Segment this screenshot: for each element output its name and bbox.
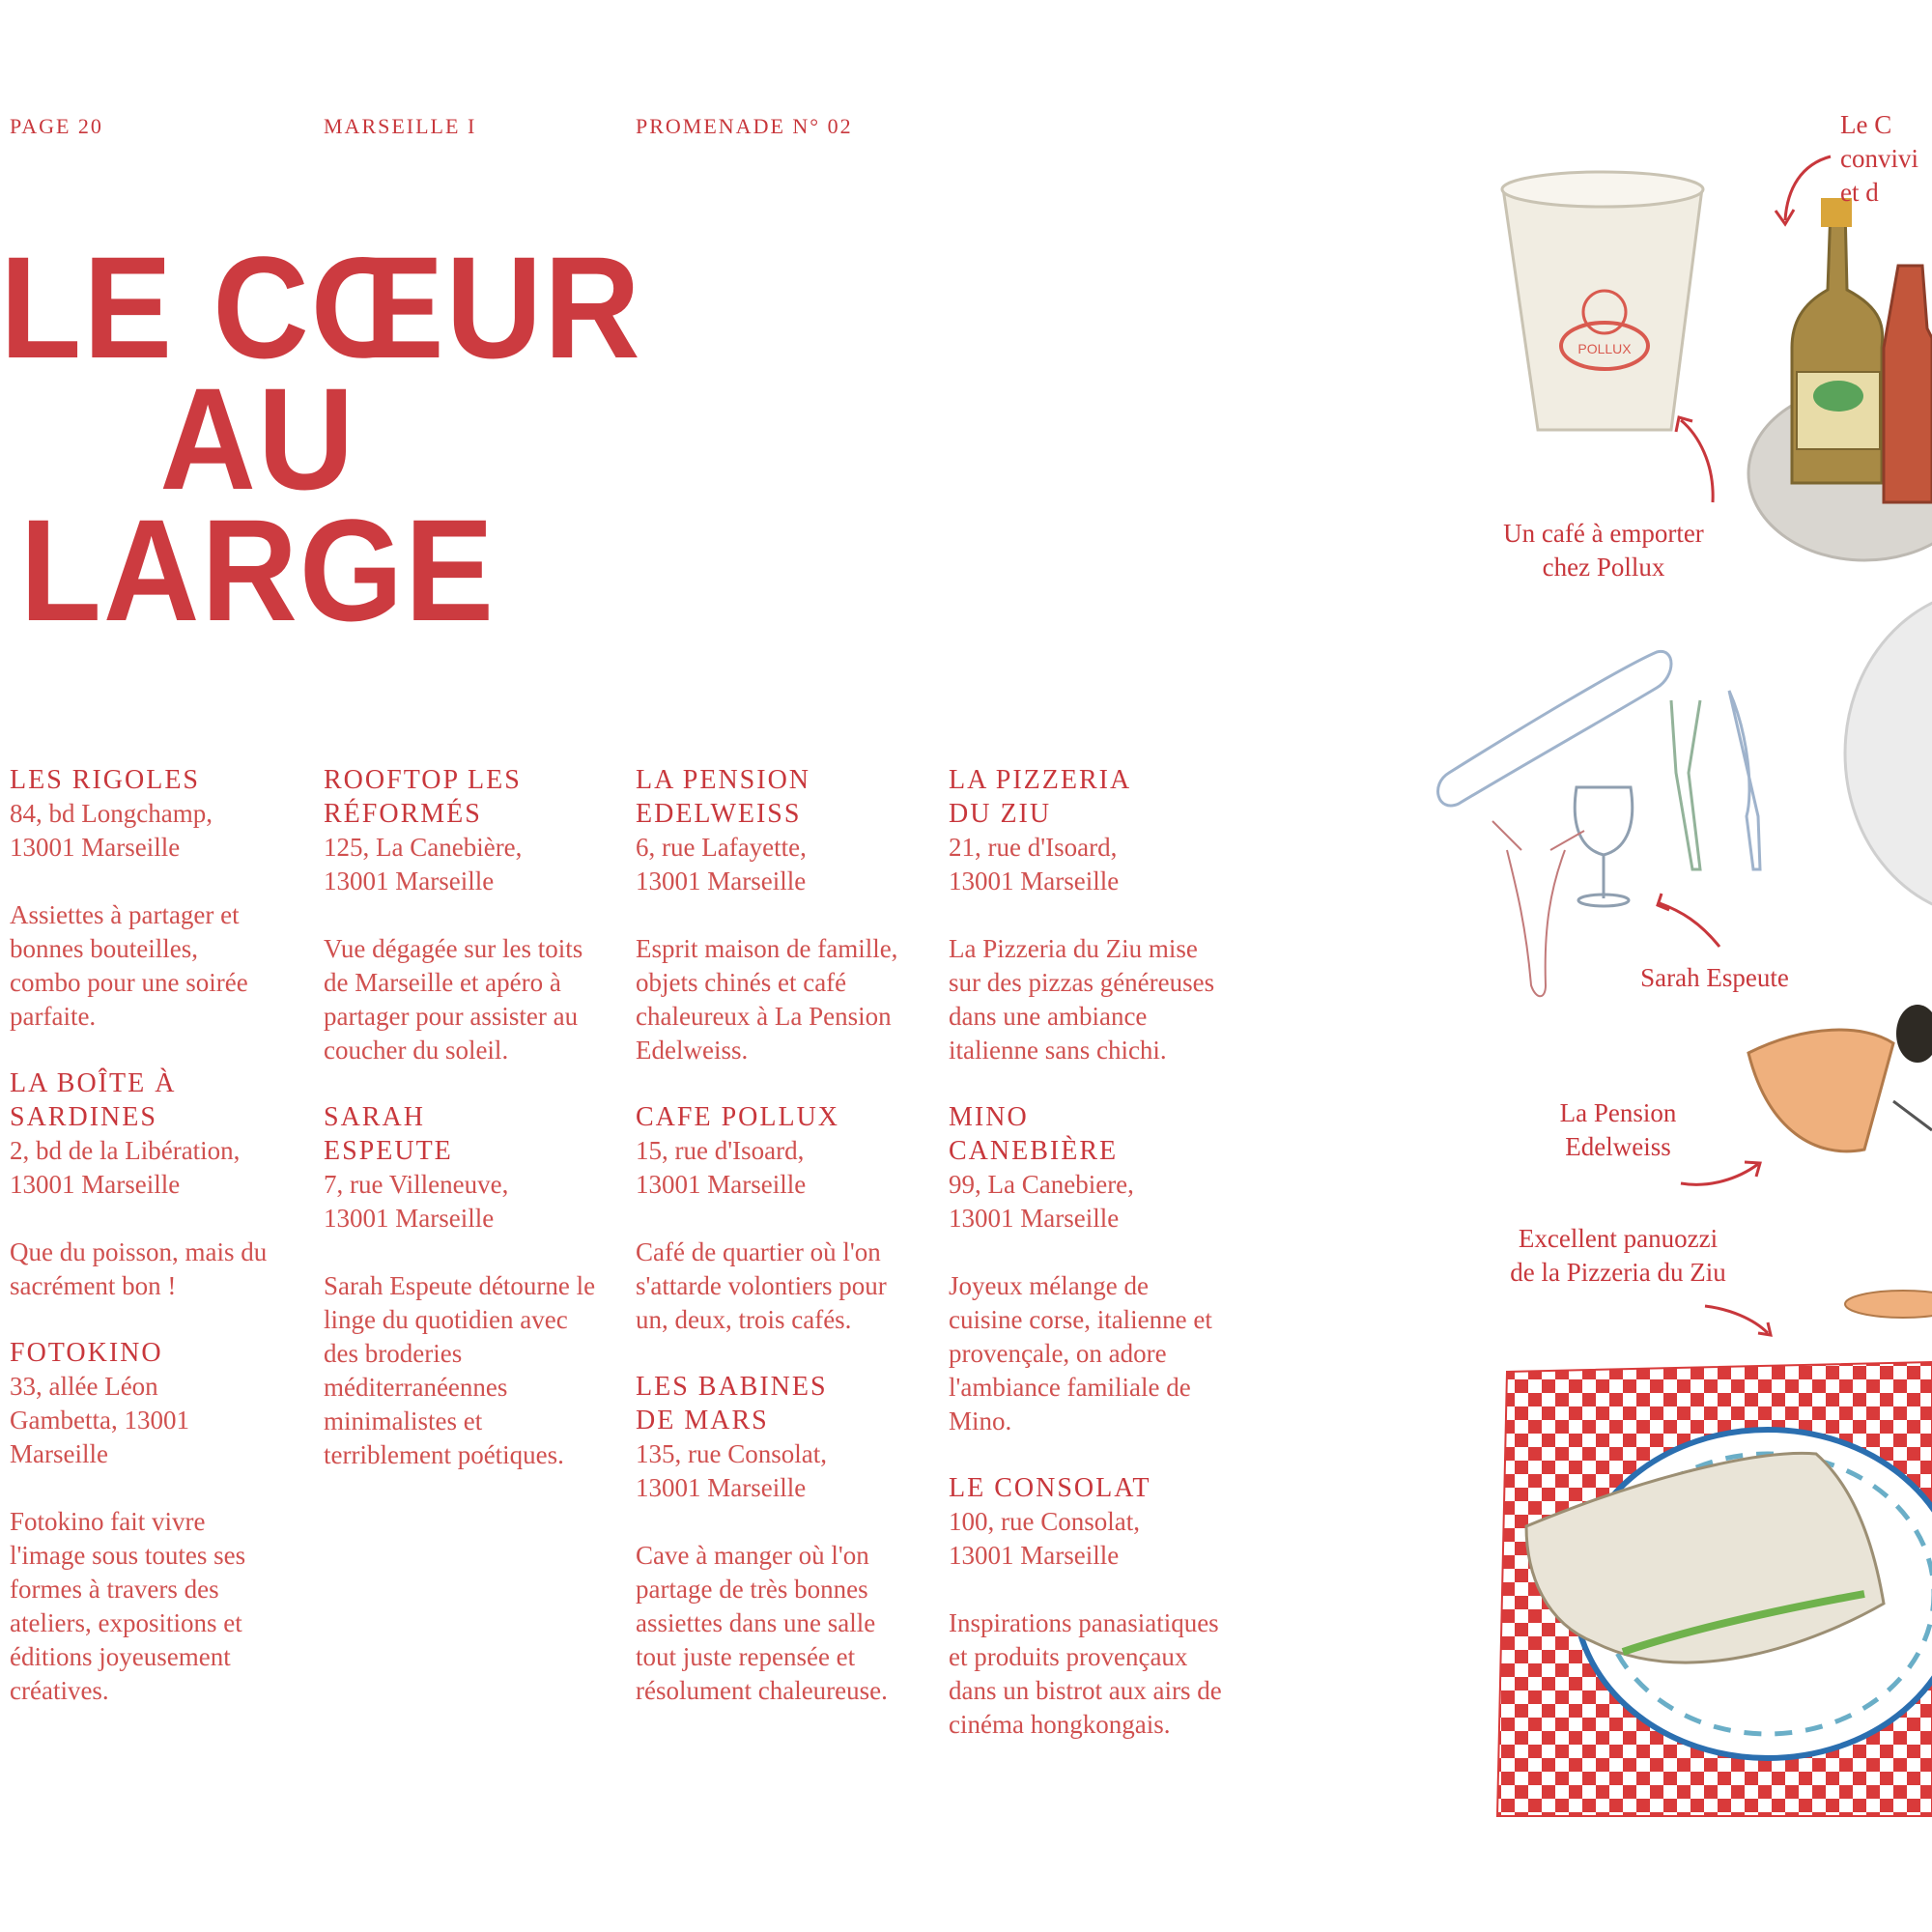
caption-pollux-line-1: Un café à emporter	[1503, 519, 1704, 548]
venue-description: Café de quartier où l'on s'attarde volontiers pour un, deux, trois cafés.	[636, 1237, 887, 1334]
venue-name: LA PIZZERIA DU ZIU	[949, 765, 1130, 829]
caption-ziu-line-2: de la Pizzeria du Ziu	[1510, 1258, 1726, 1287]
venue-name: MINO CANEBIÈRE	[949, 1102, 1119, 1166]
venue-name: SARAH ESPEUTE	[324, 1102, 453, 1166]
venue-address: 21, rue d'Isoard, 13001 Marseille	[949, 833, 1120, 895]
venue-address: 99, La Canebiere, 13001 Marseille	[949, 1170, 1134, 1233]
venue-description: Joyeux mélange de cuisine corse, italienne et provençale, on adore l'ambiance familiale de Mino.	[949, 1271, 1212, 1435]
venue-address: 6, rue Lafayette, 13001 Marseille	[636, 833, 807, 895]
wine-glass-icon	[1575, 787, 1632, 906]
venue-name: LES BABINES DE MARS	[636, 1372, 828, 1435]
caption-cut-line-1: Le C	[1840, 110, 1892, 139]
caption-cut-line-3: et d	[1840, 178, 1879, 207]
venue-description: Que du poisson, mais du sacrément bon !	[10, 1237, 268, 1300]
page-number: PAGE 20	[10, 114, 103, 138]
plate-icon	[1845, 589, 1932, 918]
venue-description: La Pizzeria du Ziu mise sur des pizzas généreuses dans une ambiance italienne sans chichi.	[949, 934, 1215, 1065]
venue-name: LE CONSOLAT	[949, 1473, 1151, 1503]
caption-pension-line-2: Edelweiss	[1565, 1132, 1671, 1161]
venue-description: Assiettes à partager et bonnes bouteilles, combo pour une soirée parfaite.	[10, 900, 248, 1031]
bottles-icon	[1748, 198, 1932, 560]
cutlery-icon	[1671, 691, 1760, 869]
caption-cut-line-2: convivi	[1840, 144, 1918, 173]
caption-pollux	[1478, 517, 1729, 584]
venue-name: FOTOKINO	[10, 1338, 163, 1368]
lobster-icon	[1492, 821, 1584, 996]
venue-address: 15, rue d'Isoard, 13001 Marseille	[636, 1136, 807, 1199]
baguette-icon	[1438, 651, 1671, 806]
walk-label: PROMENADE N° 02	[636, 114, 853, 138]
arrow-icon	[1681, 420, 1713, 502]
arrow-icon	[1705, 1306, 1768, 1333]
venue-description: Esprit maison de famille, objets chinés et café chaleureux à La Pension Edelweiss.	[636, 934, 898, 1065]
caption-cut	[1840, 108, 1918, 210]
caption-ziu-line-1: Excellent panuozzi	[1518, 1224, 1719, 1253]
caption-sarah: Sarah Espeute	[1640, 963, 1789, 992]
venue-address: 84, bd Longchamp, 13001 Marseille	[10, 799, 213, 862]
venue-address: 125, La Canebière, 13001 Marseille	[324, 833, 523, 895]
venue-description: Vue dégagée sur les toits de Marseille et apéro à partager pour assister au coucher du soleil.	[324, 934, 583, 1065]
venue-address: 7, rue Villeneuve, 13001 Marseille	[324, 1170, 509, 1233]
venue-name: LA BOÎTE À SARDINES	[10, 1068, 177, 1132]
caption-pension-line-1: La Pension	[1559, 1098, 1677, 1127]
arrow-icon	[1681, 1164, 1758, 1184]
venue-address: 33, allée Léon Gambetta, 13001 Marseille	[10, 1372, 189, 1468]
caption-pollux-line-2: chez Pollux	[1542, 553, 1665, 582]
tablecloth-sandwich-icon	[1497, 1362, 1932, 1816]
title-line-3: LARGE	[19, 489, 496, 651]
venue-address: 100, rue Consolat, 13001 Marseille	[949, 1507, 1140, 1570]
venue-name: LES RIGOLES	[10, 765, 200, 795]
venue-address: 135, rue Consolat, 13001 Marseille	[636, 1439, 827, 1502]
venue-name: ROOFTOP LES RÉFORMÉS	[324, 765, 522, 829]
lamp-icon	[1748, 1005, 1932, 1151]
venue-address: 2, bd de la Libération, 13001 Marseille	[10, 1136, 241, 1199]
title-line-1: LE CŒUR	[0, 226, 642, 388]
cup-logo: POLLUX	[1577, 341, 1632, 356]
caption-ziu	[1483, 1222, 1753, 1290]
caption-pension	[1526, 1096, 1710, 1164]
coffee-cup-icon	[1502, 172, 1703, 430]
venue-name: LA PENSION EDELWEISS	[636, 765, 811, 829]
section-label: MARSEILLE I	[324, 114, 477, 138]
venue-description: Fotokino fait vivre l'image sous toutes ses formes à travers des ateliers, expositions et éditions joyeusement créatives.	[10, 1507, 246, 1705]
title-line-2: AU	[159, 357, 356, 520]
venue-name: CAFE POLLUX	[636, 1102, 840, 1132]
venue-description: Cave à manger où l'on partage de très bonnes assiettes dans une salle tout juste repensée et résolument chaleureuse.	[636, 1541, 888, 1705]
venue-description: Sarah Espeute détourne le linge du quotidien avec des broderies méditerranéennes minimalistes et terriblement poétiques.	[324, 1271, 596, 1469]
saucer-icon	[1845, 1291, 1932, 1318]
venue-description: Inspirations panasiatiques et produits provençaux dans un bistrot aux airs de cinéma hongkongais.	[949, 1608, 1222, 1739]
